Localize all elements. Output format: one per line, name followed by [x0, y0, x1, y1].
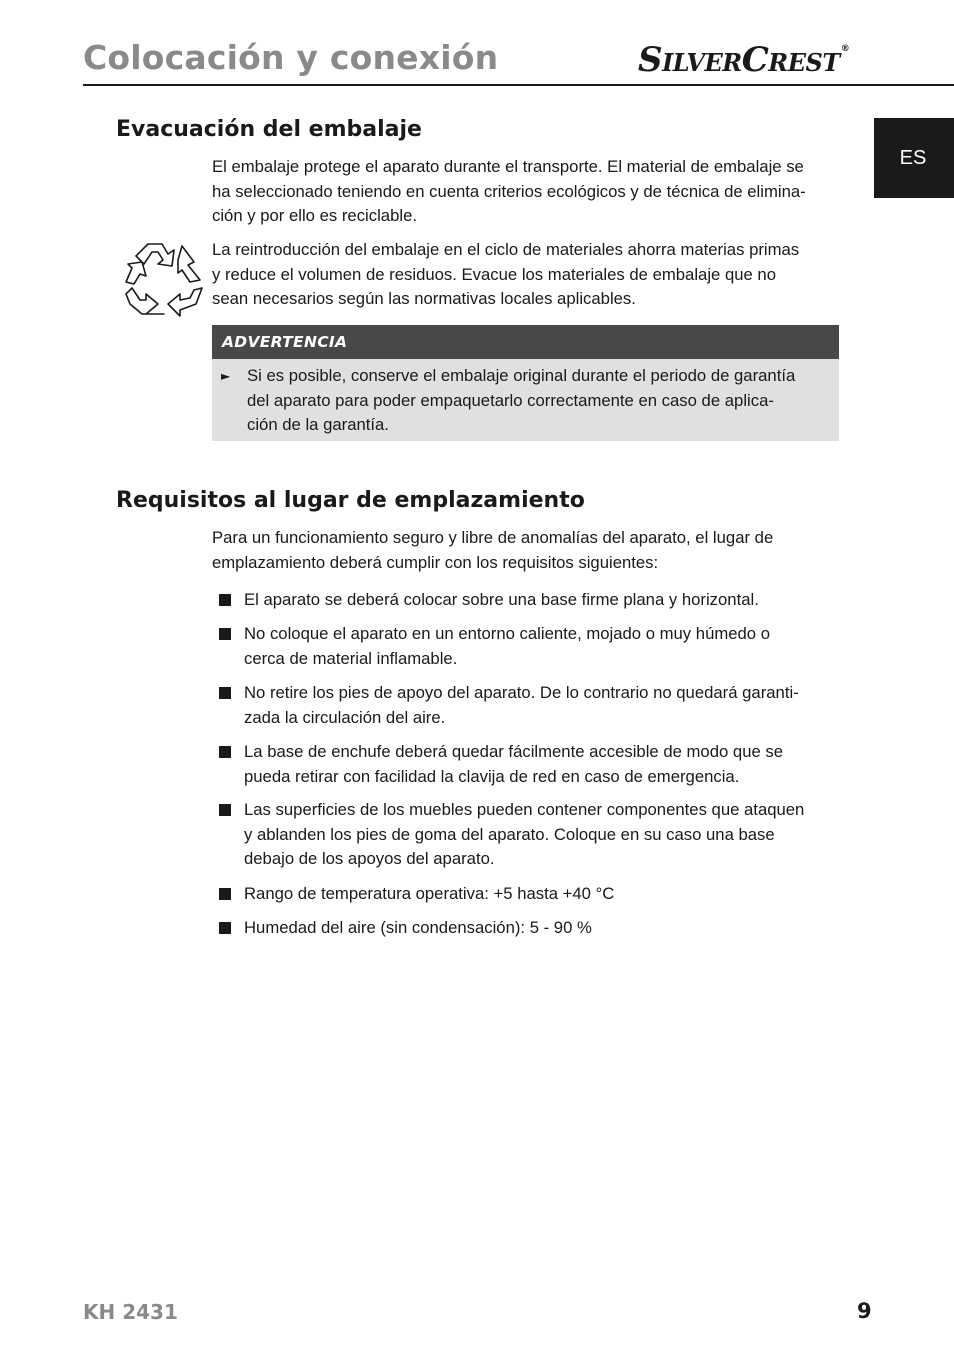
list-item: Las superficies de los muebles pueden contener componentes que ataquen y ablanden los pies de goma del aparato. Coloque en su caso una base debajo de los apoyos del aparato. — [244, 800, 805, 868]
section-heading-location: Requisitos al lugar de emplazamiento — [116, 488, 585, 513]
silvercrest-logo: SILVERCREST® — [638, 40, 850, 80]
list-item: Rango de temperatura operativa: +5 hasta +40 °C — [244, 884, 615, 903]
section-heading-packaging: Evacuación del embalaje — [116, 117, 422, 142]
bullet-square-icon — [219, 687, 231, 699]
warning-title: ADVERTENCIA — [212, 325, 839, 359]
recycling-paragraph: La reintroducción del embalaje en el ciclo de materiales ahorra materias primas y reduce el volumen de residuos. Evacue los materiales de embalaje que no sean necesarios según las normativas locales aplicables. — [212, 240, 800, 308]
header-rule — [83, 84, 954, 86]
warning-arrow-icon: ► — [221, 369, 231, 383]
list-item: La base de enchufe deberá quedar fácilmente accesible de modo que se pueda retirar con facilidad la clavija de red en caso de emergencia. — [244, 742, 784, 786]
bullet-square-icon — [219, 922, 231, 934]
bullet-square-icon — [219, 888, 231, 900]
list-item: Humedad del aire (sin condensación): 5 - 90 % — [244, 918, 592, 937]
warning-text: Si es posible, conserve el embalaje original durante el periodo de garantía del aparato para poder empaquetarlo correctamente en caso de aplica- ción de la garantía. — [247, 366, 796, 434]
recycle-icon — [122, 238, 206, 318]
list-item: No coloque el aparato en un entorno caliente, mojado o muy húmedo o cerca de material inflamable. — [244, 624, 771, 668]
list-item: El aparato se deberá colocar sobre una base firme plana y horizontal. — [244, 590, 759, 609]
location-intro: Para un funcionamiento seguro y libre de anomalías del aparato, el lugar de emplazamiento deberá cumplir con los requisitos siguientes: — [212, 528, 774, 572]
bullet-square-icon — [219, 746, 231, 758]
footer-model: KH 2431 — [83, 1300, 178, 1324]
list-item: No retire los pies de apoyo del aparato. De lo contrario no quedará garanti- zada la circulación del aire. — [244, 683, 799, 727]
bullet-square-icon — [219, 594, 231, 606]
page-title: Colocación y conexión — [83, 38, 499, 77]
packaging-paragraph: El embalaje protege el aparato durante el transporte. El material de embalaje se ha seleccionado teniendo en cuenta criterios ecológicos y de técnica de elimina- ción y por ello es reciclable. — [212, 157, 806, 225]
bullet-square-icon — [219, 628, 231, 640]
page-number: 9 — [857, 1299, 872, 1323]
bullet-square-icon — [219, 804, 231, 816]
language-tab: ES — [874, 118, 954, 198]
